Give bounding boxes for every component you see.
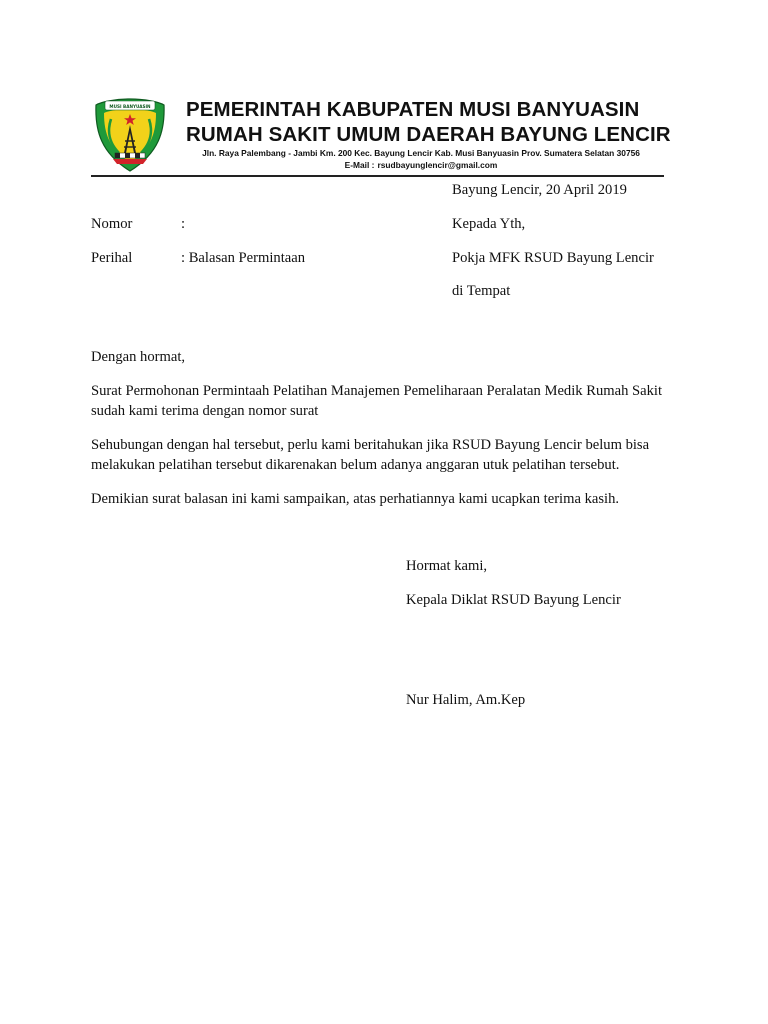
perihal-label: Perihal (91, 250, 133, 266)
email-label: E-Mail : (344, 160, 375, 170)
signature-position: Kepala Diklat RSUD Bayung Lencir (406, 592, 621, 608)
body-paragraph-3: Demikian surat balasan ini kami sampaikan, atas perhatiannya kami ucapkan terima kasih. (91, 491, 620, 507)
regency-emblem-logo (93, 97, 167, 173)
letter-date: Bayung Lencir, 20 April 2019 (452, 182, 627, 198)
signature-closing: Hormat kami, (406, 558, 488, 574)
recipient-salutation: Kepada Yth, (452, 216, 526, 232)
perihal-value: : Balasan Permintaan (181, 250, 306, 266)
nomor-value: : (181, 216, 186, 232)
nomor-label: Nomor (91, 216, 133, 232)
body-paragraph-2: Sehubungan dengan hal tersebut, perlu kami beritahukan jika RSUD Bayung Lencir belum bisa melakukan pelatihan tersebut dikarenakan belum adanya anggaran utuk pelatihan tersebut. (91, 437, 650, 473)
signature-name: Nur Halim, Am.Kep (406, 692, 526, 708)
letterhead-email-line (186, 160, 656, 170)
emblem-banner-text: MUSI BANYUASIN (109, 103, 151, 109)
email-address: rsudbayunglencir@gmail.com (377, 160, 498, 170)
letterhead-divider (91, 175, 664, 177)
letterhead-address: Jln. Raya Palembang - Jambi Km. 200 Kec. Bayung Lencir Kab. Musi Banyuasin Prov. Sumatera Selatan 30756 (202, 148, 640, 158)
letterhead-hospital: RUMAH SAKIT UMUM DAERAH BAYUNG LENCIR (186, 123, 671, 146)
recipient-name: Pokja MFK RSUD Bayung Lencir (452, 250, 654, 266)
greeting: Dengan hormat, (91, 349, 186, 365)
recipient-place: di Tempat (452, 283, 511, 299)
body-paragraph-1: Surat Permohonan Permintaah Pelatihan Manajemen Pemeliharaan Peralatan Medik Rumah Sakit sudah kami terima dengan nomor surat (91, 383, 663, 419)
letterhead-government: PEMERINTAH KABUPATEN MUSI BANYUASIN (186, 98, 640, 121)
